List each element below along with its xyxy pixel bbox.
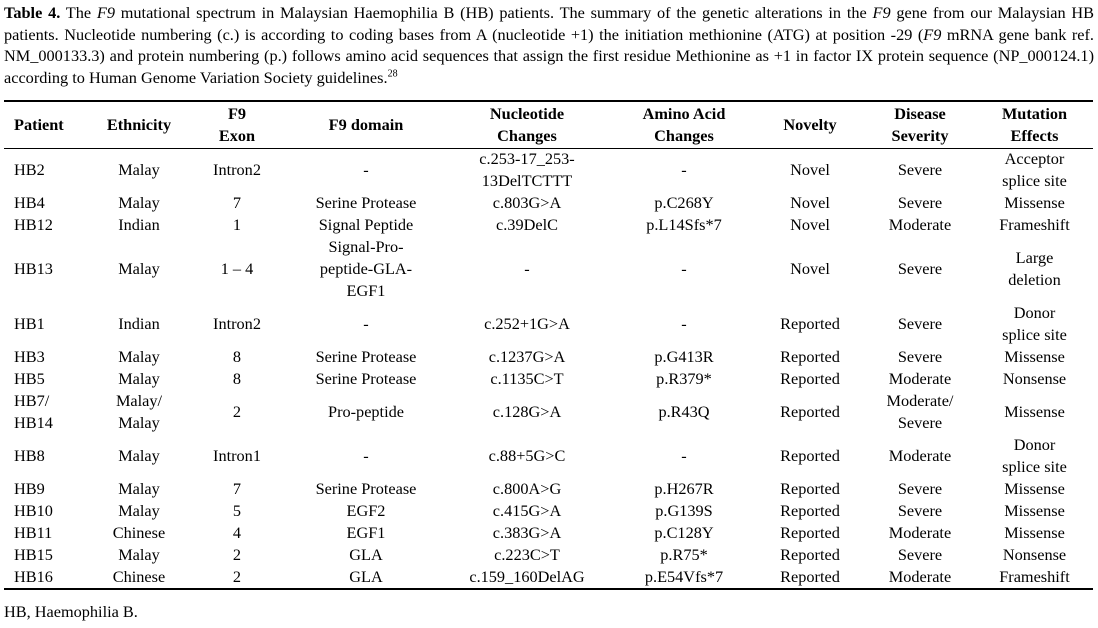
cell-nucleotide: c.1135C>T [490,369,564,388]
cell-ethnicity: Malay [118,259,160,278]
cell-effect: Donor splice site [1002,435,1067,476]
column-header-ethnicity: Ethnicity [106,115,172,134]
cell-patient: HB1 [14,314,45,333]
table-row [4,522,1093,544]
cell-effect: Missense [1004,523,1065,542]
cell-nucleotide: c.800A>G [492,479,562,498]
cell-novelty: Reported [780,523,840,542]
cell-exon: 4 [232,523,242,542]
cell-severity: Severe [897,479,943,498]
cell-severity: Moderate [888,446,952,465]
cell-domain: EGF2 [346,501,386,520]
table-row [4,478,1093,500]
cell-domain: Signal Peptide [318,215,414,234]
cell-patient: HB15 [14,545,53,564]
table-top-rule [4,100,1093,102]
caption-segment: gene from our Malaysian HB patients. Nucleotide numbering (c.) is according to coding bases from A (nucleotide +1) the initiation methionine (ATG) at position -29 ( [4,3,1094,44]
table-row [4,390,1093,434]
caption-segment: mutational spectrum in Malaysian Haemophilia B (HB) patients. The summary of the genetic alterations in the [114,3,873,22]
cell-amino: - [681,446,687,465]
cell-amino: p.G413R [654,347,714,366]
table-row [4,346,1093,368]
cell-novelty: Reported [780,479,840,498]
cell-patient: HB7/ HB14 [14,391,53,432]
cell-ethnicity: Malay [118,347,160,366]
cell-patient: HB9 [14,479,45,498]
cell-exon: Intron2 [213,160,261,179]
cell-amino: p.R75* [660,545,708,564]
cell-ethnicity: Malay [118,501,160,520]
cell-nucleotide: c.252+1G>A [484,314,570,333]
cell-exon: 5 [232,501,242,520]
cell-exon: Intron1 [213,446,261,465]
cell-amino: p.H267R [654,479,714,498]
cell-nucleotide: c.39DelC [496,215,558,234]
cell-patient: HB4 [14,193,45,212]
cell-patient: HB2 [14,160,45,179]
cell-exon: 2 [232,567,242,586]
column-header-exon: F9 Exon [218,104,256,145]
cell-nucleotide: c.803G>A [492,193,562,212]
cell-effect: Missense [1004,193,1065,212]
cell-effect: Nonsense [1002,369,1067,388]
cell-severity: Moderate [888,215,952,234]
cell-effect: Donor splice site [1002,303,1067,344]
cell-ethnicity: Malay [118,479,160,498]
cell-domain: - [363,446,369,465]
cell-exon: 1 [232,215,242,234]
cell-ethnicity: Malay [118,369,160,388]
cell-severity: Severe [897,545,943,564]
cell-ethnicity: Indian [118,314,160,333]
cell-novelty: Novel [790,160,830,179]
column-header-novelty: Novelty [783,115,837,134]
column-header-effect: Mutation Effects [1001,104,1068,145]
cell-amino: p.R43Q [658,402,710,421]
gene-name-italic: F9 [96,3,115,22]
cell-novelty: Novel [790,259,830,278]
cell-domain: Serine Protease [315,347,417,366]
cell-nucleotide: c.253-17_253- 13DelTCTTT [479,149,575,190]
column-header-amino-acid: Amino Acid Changes [642,104,726,145]
table-body [4,147,1093,588]
table-row [4,500,1093,522]
cell-effect: Missense [1004,402,1065,421]
cell-effect: Missense [1004,347,1065,366]
table-row [4,368,1093,390]
cell-effect: Missense [1004,501,1065,520]
cell-patient: HB11 [14,523,53,542]
cell-severity: Moderate [888,369,952,388]
cell-ethnicity: Malay [118,545,160,564]
cell-patient: HB16 [14,567,53,586]
cell-patient: HB13 [14,259,53,278]
cell-nucleotide: c.88+5G>C [488,446,566,465]
cell-exon: 2 [232,402,242,421]
gene-name-italic: F9 [872,3,891,22]
table-row [4,544,1093,566]
column-header-severity: Disease Severity [891,104,949,145]
cell-nucleotide: c.128G>A [492,402,562,421]
cell-amino: - [681,314,687,333]
cell-domain: EGF1 [346,523,386,542]
cell-amino: - [681,160,687,179]
cell-ethnicity: Malay [118,160,160,179]
table-bottom-rule [4,588,1093,590]
cell-effect: Acceptor splice site [1002,149,1067,190]
cell-amino: p.C128Y [654,523,714,542]
cell-patient: HB3 [14,347,45,366]
cell-novelty: Novel [790,193,830,212]
cell-nucleotide: c.383G>A [492,523,562,542]
cell-exon: 8 [232,369,242,388]
table-footnote: HB, Haemophilia B. [4,602,138,621]
cell-exon: 8 [232,347,242,366]
cell-novelty: Reported [780,347,840,366]
cell-severity: Moderate/ Severe [886,391,954,432]
mutation-table [4,103,1093,588]
cell-novelty: Novel [790,215,830,234]
cell-amino: p.E54Vfs*7 [644,567,724,586]
cell-domain: Serine Protease [315,479,417,498]
table-row [4,192,1093,214]
cell-effect: Missense [1004,479,1065,498]
cell-ethnicity: Indian [118,215,160,234]
cell-severity: Moderate [888,523,952,542]
cell-amino: p.G139S [655,501,713,520]
cell-effect: Large deletion [1008,248,1061,289]
gene-name-italic: F9 [923,24,942,44]
cell-domain: - [363,160,369,179]
caption-segment: mRNA gene bank ref. NM_000133.3) and protein numbering (p.) follows amino acid sequences that assign the first residue Methionine as +1 in factor IX protein sequence (NP_000124.1) according to Human Genome Variation Society guidelines. [4,24,1094,87]
cell-novelty: Reported [780,369,840,388]
table-label: Table 4. [4,3,61,22]
table-row [4,236,1093,302]
cell-domain: GLA [349,545,383,564]
column-header-nucleotide: Nucleotide Changes [489,104,565,145]
cell-exon: Intron2 [213,314,261,333]
cell-severity: Severe [897,193,943,212]
caption-segment: The [60,3,97,22]
cell-patient: HB12 [14,215,53,234]
table-caption [4,2,1094,88]
cell-patient: HB10 [14,501,53,520]
cell-domain: Pro-peptide [328,402,404,421]
table-row [4,302,1093,346]
cell-patient: HB5 [14,369,45,388]
cell-exon: 7 [232,193,242,212]
cell-nucleotide: c.159_160DelAG [469,567,585,586]
cell-domain: - [363,314,369,333]
cell-novelty: Reported [780,402,840,421]
cell-effect: Frameshift [999,567,1070,586]
cell-effect: Frameshift [999,215,1070,234]
cell-ethnicity: Malay [118,446,160,465]
cell-ethnicity: Malay [118,193,160,212]
cell-ethnicity: Chinese [112,523,166,542]
column-header-patient: Patient [14,115,64,134]
cell-exon: 2 [232,545,242,564]
cell-exon: 7 [232,479,242,498]
table-row [4,148,1093,192]
cell-exon: 1 – 4 [220,259,254,278]
cell-novelty: Reported [780,567,840,586]
cell-nucleotide: c.1237G>A [488,347,566,366]
column-header-domain: F9 domain [328,115,404,134]
cell-domain: GLA [349,567,383,586]
cell-amino: p.C268Y [654,193,714,212]
cell-amino: p.R379* [656,369,712,388]
caption-text [4,3,1094,87]
cell-novelty: Reported [780,545,840,564]
cell-amino: - [681,259,687,278]
cell-ethnicity: Chinese [112,567,166,586]
cell-novelty: Reported [780,314,840,333]
table-row [4,434,1093,478]
cell-severity: Severe [897,160,943,179]
cell-domain: Signal-Pro- peptide-GLA- EGF1 [319,237,413,300]
cell-severity: Severe [897,347,943,366]
cell-nucleotide: - [524,259,530,278]
cell-amino: p.L14Sfs*7 [646,215,722,234]
cell-domain: Serine Protease [315,369,417,388]
reference-superscript: 28 [387,68,398,80]
cell-effect: Nonsense [1002,545,1067,564]
cell-severity: Moderate [888,567,952,586]
cell-nucleotide: c.415G>A [492,501,562,520]
cell-severity: Severe [897,501,943,520]
table-row [4,566,1093,588]
cell-nucleotide: c.223C>T [494,545,560,564]
cell-patient: HB8 [14,446,45,465]
cell-novelty: Reported [780,501,840,520]
cell-ethnicity: Malay/ Malay [115,391,163,432]
cell-severity: Severe [897,314,943,333]
cell-domain: Serine Protease [315,193,417,212]
cell-severity: Severe [897,259,943,278]
table-header [4,103,1093,147]
table-row [4,214,1093,236]
cell-novelty: Reported [780,446,840,465]
